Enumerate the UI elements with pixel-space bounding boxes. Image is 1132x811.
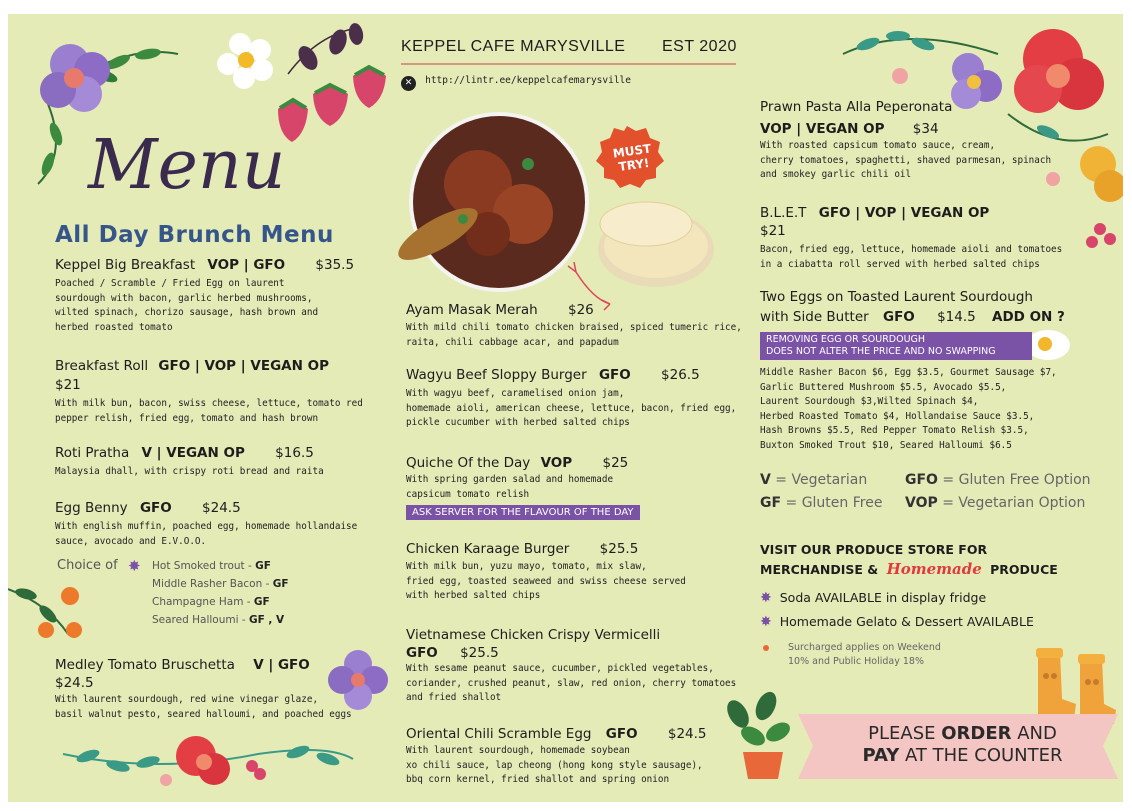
item-description: With milk bun, yuzu mayo, tomato, mix slaw, fried egg, toasted seaweed and swiss cheese served with herbed salted chips <box>406 561 686 601</box>
item-description: Poached / Scramble / Fried Egg on laurent sourdough with bacon, garlic herbed mushrooms, wilted spinach, chorizo sausage, hash brown and herbed roasted tomato <box>55 278 319 333</box>
item-title: Roti Pratha <box>55 445 130 461</box>
menu-item-meta <box>760 121 939 137</box>
diet-tags: GFO | VOP | VEGAN OP <box>818 205 990 221</box>
item-price: $26.5 <box>661 367 700 383</box>
option-tag: GF , V <box>248 614 285 626</box>
item-title: Keppel Big Breakfast <box>55 257 196 273</box>
store-bullet-text: Homemade Gelato & Dessert AVAILABLE <box>779 614 1034 629</box>
menu-item-name <box>406 455 628 471</box>
daisy-decoration <box>217 33 273 89</box>
note-line: REMOVING EGG OR SOURDOUGH <box>766 334 926 345</box>
store-heading-line2 <box>760 560 1058 578</box>
strawberry-decoration <box>278 22 386 142</box>
boots-decoration <box>1036 648 1116 724</box>
diet-tags: V | VEGAN OP <box>141 445 245 461</box>
menu-item-name <box>406 726 707 742</box>
item-description: With laurent sourdough, red wine vinegar glaze, basil walnut pesto, seared halloumi, and poached eggs <box>55 694 352 720</box>
add-on-list: Middle Rasher Bacon $6, Egg $3.5, Gourmet Sausage $7, Garlic Buttered Mushroom $5.5, Avocado $5.5, Laurent Sourdough $3,Wilted Spinach $4, Herbed Roasted Tomato $4, Hollandaise Sauce $3.5, Hash Browns $5.5, Red Pepper Tomato Relish $3.5, Buxton Smoked Trout $10, Seared Halloumi $6.5 <box>760 367 1057 451</box>
item-price: $25.5 <box>599 541 639 557</box>
diet-tags: GFO <box>139 500 172 516</box>
menu-item-name: Prawn Pasta Alla Peperonata <box>760 99 953 115</box>
diet-tags: GFO <box>598 367 631 383</box>
banner-text: PLEASE <box>868 723 942 744</box>
item-title: Ayam Masak Merah <box>406 302 538 318</box>
linktree-link[interactable]: http://lintr.ee/keppelcafemarysville <box>425 75 631 86</box>
fork-knife-icon: ✕ <box>401 76 416 91</box>
legend-code: VOP <box>905 495 938 511</box>
note-line: DOES NOT ALTER THE PRICE AND NO SWAPPING <box>766 346 996 357</box>
flower-decoration <box>8 586 82 638</box>
menu-item-name <box>55 500 241 516</box>
legend-code: GF <box>760 495 782 511</box>
item-price: $24.5 <box>667 726 707 742</box>
legend-text: = Vegetarian Option <box>937 495 1086 511</box>
diet-tags: GFO <box>605 726 638 742</box>
diet-tags: GFO | VOP | VEGAN OP <box>158 358 329 374</box>
try-label: TRY! <box>617 155 651 175</box>
item-description: With sesame peanut sauce, cucumber, pickled vegetables, coriander, crushed peanut, slaw, red onion, cherry tomatoes and fried shallot <box>406 663 737 703</box>
item-title: B.L.E.T <box>760 205 807 221</box>
menu-item-name <box>55 257 354 273</box>
option-tag: GF <box>253 596 270 608</box>
option-tag: GF <box>272 578 289 590</box>
store-bullet <box>760 614 1034 630</box>
option-name: Middle Rasher Bacon - <box>152 578 273 590</box>
banner-emphasis: PAY <box>862 745 900 766</box>
star-bullet-icon: ✸ <box>760 614 772 630</box>
star-bullet-icon: ✸ <box>128 557 141 575</box>
banner-line <box>820 723 1105 745</box>
order-banner-text <box>820 723 1105 767</box>
legend-item <box>905 472 1091 488</box>
item-price: $16.5 <box>275 445 314 461</box>
item-price: $21 <box>760 223 786 239</box>
banner-emphasis: ORDER <box>941 723 1012 744</box>
item-description: With wagyu beef, caramelised onion jam, homemade aioli, american cheese, lettuce, bacon, fried egg, pickle cucumber with herbed salted chips <box>406 388 737 428</box>
menu-item-name <box>55 358 329 374</box>
diet-tags: VOP <box>540 455 573 471</box>
option-tag: GF <box>255 560 271 572</box>
flower-decoration <box>63 736 353 786</box>
banner-text: AND <box>1011 723 1057 744</box>
store-heading-text: PRODUCE <box>990 562 1058 577</box>
item-description: With laurent sourdough, homemade soybean xo chili sauce, lap cheong (hong kong style sausage), bbq corn kernel, fried shallot and spring onion <box>406 745 703 785</box>
menu-item-meta <box>760 309 1065 325</box>
surcharge-line: 10% and Public Holiday 18% <box>788 656 925 667</box>
legend-code: GFO <box>905 472 938 488</box>
item-title: Egg Benny <box>55 500 128 516</box>
item-title: Quiche Of the Day <box>406 455 531 471</box>
surcharge-line: Surcharged applies on Weekend <box>788 642 941 653</box>
item-price: $34 <box>912 121 939 137</box>
menu-script-title: Menu <box>88 126 286 205</box>
choice-label: Choice of <box>57 558 118 573</box>
item-description: With mild chili tomato chicken braised, spiced tumeric rice, raita, chili cabbage acar, and papadum <box>406 322 742 348</box>
item-price: $25 <box>602 455 629 471</box>
section-title: All Day Brunch Menu <box>55 222 334 248</box>
store-heading-text: MERCHANDISE & <box>760 562 879 577</box>
banner-line <box>820 745 1105 767</box>
item-price: $24.5 <box>55 675 94 691</box>
item-price: $24.5 <box>202 500 241 516</box>
item-title: Medley Tomato Bruschetta <box>55 657 235 673</box>
legend-text: = Gluten Free Option <box>937 472 1091 488</box>
item-description: With milk bun, bacon, swiss cheese, lettuce, tomato red pepper relish, fried egg, tomato and hash brown <box>55 398 363 424</box>
established-year: EST 2020 <box>662 38 737 55</box>
link-row <box>401 70 631 91</box>
item-description: With roasted capsicum tomato sauce, cream, cherry tomatoes, spaghetti, shaved parmesan, spinach and smokey garlic chili oil <box>760 140 1052 180</box>
store-heading-line1: VISIT OUR PRODUCE STORE FOR <box>760 542 988 557</box>
menu-item-name <box>760 205 989 221</box>
option-name: Seared Halloumi - <box>152 614 249 626</box>
item-description: Malaysia dhall, with crispy roti bread and raita <box>55 466 324 477</box>
item-price: $26 <box>568 302 594 318</box>
item-title: Breakfast Roll <box>55 358 149 374</box>
menu-item-name <box>406 627 660 643</box>
dot-bullet-icon <box>763 645 769 651</box>
item-price: $14.5 <box>937 309 976 325</box>
flavour-of-the-day-note: ASK SERVER FOR THE FLAVOUR OF THE DAY <box>406 505 640 520</box>
item-description: With spring garden salad and homemade capsicum tomato relish <box>406 474 614 500</box>
legend-item <box>905 495 1085 511</box>
star-bullet-icon: ✸ <box>760 590 772 606</box>
item-description: With english muffin, poached egg, homemade hollandaise sauce, avocado and E.V.O.O. <box>55 521 358 547</box>
legend-text: = Vegetarian <box>770 472 868 488</box>
diet-tags: VOP | VEGAN OP <box>760 121 885 137</box>
choice-option <box>152 614 284 626</box>
menu-item-name <box>55 445 314 461</box>
item-price: $21 <box>55 377 81 393</box>
option-name: Champagne Ham - <box>152 596 254 608</box>
add-on-label: ADD ON ? <box>992 309 1065 325</box>
legend-item <box>760 495 882 511</box>
option-name: Hot Smoked trout - <box>152 560 256 572</box>
item-price: $35.5 <box>315 257 355 273</box>
menu-item-name <box>55 657 310 673</box>
menu-item-name: Two Eggs on Toasted Laurent Sourdough <box>760 289 1033 305</box>
menu-sheet <box>8 14 1123 802</box>
food-photo <box>392 112 714 310</box>
diet-tags: VOP | GFO <box>207 257 286 273</box>
surcharge-note <box>760 641 941 669</box>
item-title: Vietnamese Chicken Crispy Vermicelli <box>406 627 661 643</box>
no-swap-note <box>760 332 1032 360</box>
item-title: Oriental Chili Scramble Egg <box>406 726 592 742</box>
choice-option <box>152 596 270 608</box>
legend-code: V <box>760 472 771 488</box>
menu-item-name <box>406 541 638 557</box>
item-title: Wagyu Beef Sloppy Burger <box>406 367 587 383</box>
item-title: Chicken Karaage Burger <box>406 541 570 557</box>
item-description: Bacon, fried egg, lettuce, homemade aioli and tomatoes in a ciabatta roll served with herbed salted chips <box>760 244 1063 270</box>
banner-text: AT THE COUNTER <box>899 745 1063 766</box>
menu-item-name <box>406 302 594 318</box>
fried-egg-icon <box>1026 330 1070 360</box>
choice-option <box>152 560 271 572</box>
store-bullet-text: Soda AVAILABLE in display fridge <box>779 590 987 605</box>
item-price: $25.5 <box>460 645 499 661</box>
legend-text: = Gluten Free <box>781 495 883 511</box>
homemade-script: Homemade <box>886 560 982 578</box>
menu-item-name <box>406 645 499 661</box>
diet-tags: GFO <box>882 309 915 325</box>
menu-item-name <box>406 367 700 383</box>
must-label: MUST <box>611 141 653 161</box>
choice-option <box>152 578 289 590</box>
store-bullet <box>760 590 986 606</box>
diet-tags: GFO <box>406 645 438 661</box>
item-title: with Side Butter <box>760 309 869 325</box>
cafe-name: KEPPEL CAFE MARYSVILLE <box>401 38 626 55</box>
legend-item <box>760 472 867 488</box>
diet-tags: V | GFO <box>253 657 310 673</box>
